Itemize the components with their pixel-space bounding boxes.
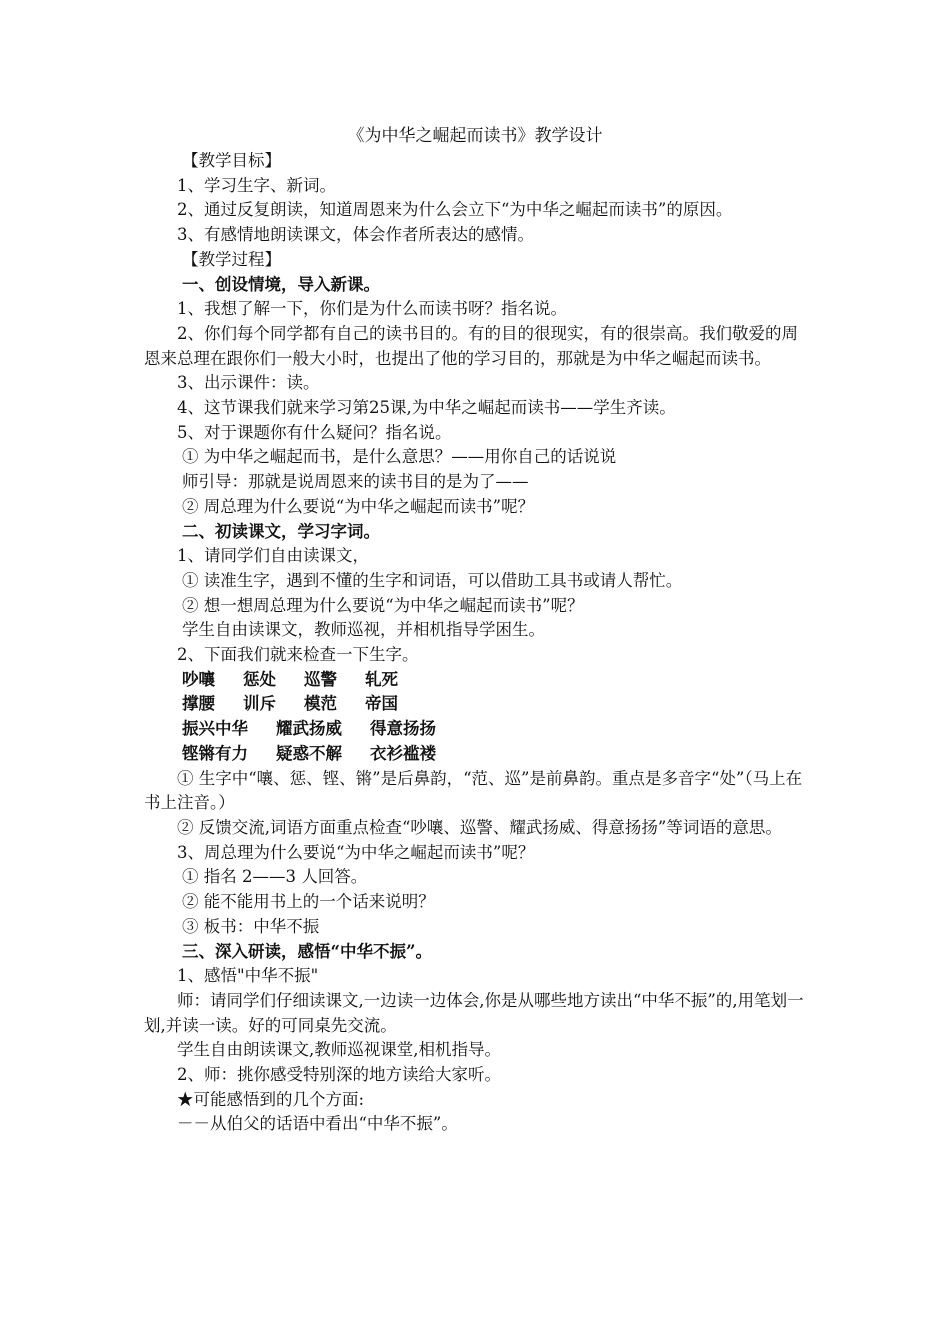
vocabulary-word: 撑腰 [182, 694, 215, 714]
vocabulary-word: 吵嚷 [182, 669, 215, 689]
vocabulary-word: 铿锵有力 [182, 743, 248, 763]
paragraph: ① 读准生字，遇到不懂的生字和词语，可以借助工具书或请人帮忙。 [182, 570, 683, 590]
paragraph: 【教学过程】 [182, 249, 281, 269]
paragraph: ② 能不能用书上的一个话来说明？ [182, 892, 435, 912]
paragraph: 一、创设情境，导入新课。 [182, 274, 380, 294]
vocabulary-word: 衣衫褴褛 [370, 743, 436, 763]
paragraph: 2、下面我们就来检查一下生字。 [177, 645, 419, 665]
vocabulary-word: 惩处 [243, 669, 276, 689]
vocabulary-word: 巡警 [304, 669, 337, 689]
paragraph: －－从伯父的话语中看出“中华不振”。 [177, 1114, 458, 1134]
paragraph: ② 周总理为什么要说“为中华之崛起而读书”呢？ [182, 496, 535, 516]
paragraph: 师：请同学们仔细读课文,一边读一边体会,你是从哪些地方读出“中华不振”的,用笔划一划,并读一读。好的可同桌先交流。 [144, 990, 804, 1035]
paragraph: ① 指名 2——3 人回答。 [182, 867, 368, 887]
paragraph: 【教学目标】 [182, 151, 281, 170]
paragraph: 学生自由读课文，教师巡视，并相机指导学困生。 [182, 620, 545, 640]
vocabulary-word: 振兴中华 [182, 719, 248, 739]
paragraph: 二、初读课文，学习字词。 [182, 521, 380, 541]
paragraph: 4、这节课我们就来学习第25课,为中华之崛起而读书——学生齐读。 [177, 398, 676, 418]
vocabulary-row [144, 742, 806, 767]
vocabulary-word: 轧死 [365, 669, 398, 689]
vocabulary-word: 疑惑不解 [276, 743, 342, 763]
paragraph: 1、感悟"中华不振" [177, 966, 319, 986]
vocabulary-row [144, 668, 806, 693]
vocabulary-word: 得意扬扬 [370, 719, 436, 739]
paragraph: 2、通过反复朗读，知道周恩来为什么会立下“为中华之崛起而读书”的原因。 [177, 200, 733, 220]
paragraph: 2、你们每个同学都有自己的读书目的。有的目的很现实，有的很崇高。我们敬爱的周恩来总理在跟你们一般大小时，也提出了他的学习目的，那就是为中华之崛起而读书。 [144, 323, 798, 368]
paragraph: ③ 板书：中华不振 [182, 916, 320, 936]
paragraph: ★可能感悟到的几个方面: [177, 1089, 365, 1109]
paragraph: ① 生字中“嚷、惩、铿、锵”是后鼻韵，“范、巡”是前鼻韵。重点是多音字“处”（马上在书上注音。） [144, 768, 803, 813]
paragraph: ② 想一想周总理为什么要说“为中华之崛起而读书”呢？ [182, 595, 584, 615]
vocabulary-word: 帝国 [365, 694, 398, 714]
paragraph: ② 反馈交流,词语方面重点检查“吵嚷、巡警、耀武扬威、得意扬扬”等词语的意思。 [177, 817, 782, 837]
vocabulary-list [144, 668, 806, 767]
paragraph: 3、出示课件：读。 [177, 373, 320, 393]
vocabulary-row [144, 692, 806, 717]
vocabulary-word: 耀武扬威 [276, 719, 342, 739]
paragraph: 师引导：那就是说周恩来的读书目的是为了—— [182, 472, 529, 492]
paragraph: 3、周总理为什么要说“为中华之崛起而读书”呢？ [177, 842, 535, 862]
vocabulary-word: 训斥 [243, 694, 276, 714]
section-after-words [144, 767, 806, 1138]
document-title: 《为中华之崛起而读书》教学设计 [347, 126, 603, 146]
paragraph: 学生自由朗读课文,教师巡视课堂,相机指导。 [177, 1040, 501, 1060]
paragraph: 1、我想了解一下，你们是为什么而读书呀？指名说。 [177, 299, 567, 319]
paragraph: 3、有感情地朗读课文，体会作者所表达的感情。 [177, 225, 534, 245]
paragraph: 5、对于课题你有什么疑问？指名说。 [177, 422, 452, 442]
paragraph: ① 为中华之崛起而书，是什么意思？——用你自己的话说说 [182, 447, 617, 467]
vocabulary-row [144, 717, 806, 742]
vocabulary-word: 模范 [304, 694, 337, 714]
paragraph: 三、深入研读，感悟“中华不振”。 [182, 941, 432, 961]
section-before-words [144, 149, 806, 668]
document-page [144, 123, 806, 1137]
paragraph: 1、学习生字、新词。 [177, 175, 336, 195]
paragraph: 2、师：挑你感受特别深的地方读给大家听。 [177, 1065, 501, 1085]
paragraph: 1、请同学们自由读课文， [177, 546, 369, 566]
